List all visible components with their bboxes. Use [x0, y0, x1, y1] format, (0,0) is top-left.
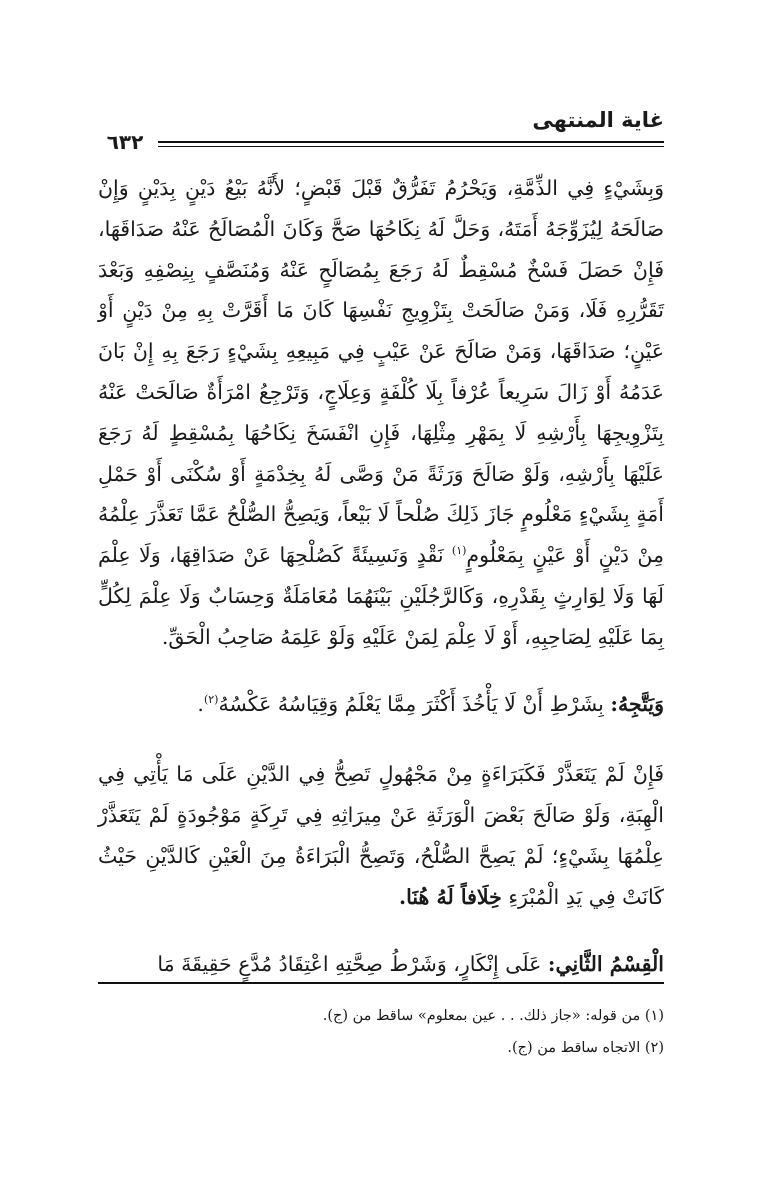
- footnote-2: (٢) الاتجاه ساقط من (ج).: [507, 1040, 664, 1056]
- paragraph-1: [98, 168, 664, 658]
- paragraph-1-rest: نَقْدٍ وَنَسِيئَةً كَصُلْحِهَا عَنْ صَدَاقِهَا، وَلَا عِلْمَ لَهَا وَلَا لِوَارِثٍ بِقَدْرِهِ، وَكَالرَّجُلَيْنِ بَيْنَهُمَا مُعَامَلَةٌ وَحِسَابٌ وَلَا عِلْمَ لِكُلٍّ بِمَا عَلَيْهِ لِصَاحِبِهِ، أَوْ لَا عِلْمَ لِمَنْ عَلَيْهِ وَلَوْ عَلِمَهُ صَاحِبُ الْحَقِّ.: [98, 543, 664, 649]
- section-heading: الْقِسْمُ الثَّانِي:: [547, 951, 664, 976]
- footnote-ref-1: (١): [451, 544, 467, 558]
- paragraph-1-text: وَبِشَيْءٍ فِي الذِّمَّةِ، وَيَحْرُمُ تَفَرُّقٌ قَبْلَ قَبْضٍ؛ لأَنَّهُ بَيْعُ دَيْنٍ بِدَيْنٍ وَإِنْ صَالَحَهُ لِيُزَوِّجَهُ أَمَتَهُ، وَحَلَّ لَهُ نِكَاحُهَا صَحَّ وَكَانَ الْمُصَالَحُ عَنْهُ صَدَاقَهَا، فَإِنْ حَصَلَ فَسْخٌ مُسْقِطٌ لَهُ رَجَعَ بِمُصَالَحٍ عَنْهُ وَمُنَصَّفٍ بِنِصْفِهِ وَبَعْدَ تَقَرُّرِهِ فَلَا، وَمَنْ صَالَحَتْ بِتَزْوِيجِ نَفْسِهَا كَانَ مَا أَقَرَّتْ بِهِ مِنْ دَيْنٍ أَوْ عَيْنٍ؛ صَدَاقَهَا، وَمَنْ صَالَحَ عَنْ عَيْبٍ فِي مَبِيعِهِ بِشَيْءٍ رَجَعَ بِهِ إِنْ بَانَ عَدَمُهُ أَوْ زَالَ سَرِيعاً عُرْفاً بِلَا كُلْفَةٍ وَعِلَاجٍ، وَتَرْجِعُ امْرَأَةٌ صَالَحَتْ عَنْهُ بِتَزْوِيجِهَا بِأَرْشِهِ لَا بِمَهْرِ مِثْلِهَا، فَإِنِ انْفَسَخَ نِكَاحُهَا بِمُسْقِطٍ لَهُ رَجَعَ عَلَيْهَا بِأَرْشِهِ، وَلَوْ صَالَحَ وَرَثَةً مَنْ وَصَّى لَهُ بِخِدْمَةٍ أَوْ سُكْنَى أَوْ حَمْلِ أَمَةٍ بِشَيْءٍ مَعْلُومٍ جَازَ ذَلِكَ صُلْحاً لَا بَيْعاً، وَيَصِحُّ الصُّلْحُ عَمَّا تَعَذَّرَ عِلْمُهُ مِنْ دَيْنٍ أَوْ عَيْنٍ بِمَعْلُومٍ: [98, 176, 664, 568]
- paragraph-3-bold: خِلَافاً لَهُ هُنَا.: [398, 884, 502, 909]
- book-title: غاية المنتهى: [532, 108, 664, 132]
- header-rule: [158, 141, 664, 147]
- paragraph-2-text: بِشَرْطِ أَنْ لَا يَأْخُذَ أَكْثَرَ مِمَّا يَعْلَمُ وَقِيَاسُهُ عَكْسُهُ: [218, 691, 611, 716]
- main-text: [98, 168, 664, 984]
- page-header: [98, 108, 664, 152]
- paragraph-3-text: فَإِنْ لَمْ يَتَعَذَّرْ فَكَبَرَاءَةٍ مِنْ مَجْهُولٍ تَصِحُّ فِي الدَّيْنِ عَلَى مَا يَأْتِي فِي الْهِبَةِ، وَلَوْ صَالَحَ بَعْضَ الْوَرَثَةِ عَنْ مِيرَاثِهِ فِي تَرِكَةٍ مَوْجُودَةٍ لَمْ يَتَعَذَّرْ عِلْمُهَا بِشَيْءٍ؛ لَمْ يَصِحَّ الصُّلْحُ، وَتَصِحُّ الْبَرَاءَةُ مِنَ الْعَيْنِ كَالدَّيْنِ حَيْثُ كَانَتْ فِي يَدِ الْمُبْرَءِ: [98, 762, 664, 909]
- footnote-ref-2: (٢): [203, 692, 219, 706]
- paragraph-2: [98, 684, 664, 725]
- footnote-1: (١) من قوله: «جاز ذلك. . . عين بمعلوم» ساقط من (ج).: [322, 1008, 664, 1024]
- paragraph-2-end: .: [197, 691, 204, 716]
- paragraph-4-text: عَلَى إِنْكَارٍ، وَشَرْطُ صِحَّتِهِ اعْتِقَادُ مُدَّعٍ حَقِيقَةَ مَا: [157, 951, 548, 976]
- footnotes: [98, 1000, 664, 1064]
- paragraph-2-lead: وَيَتَّجِهُ:: [610, 691, 664, 716]
- page-number: ٦٣٢: [98, 130, 152, 154]
- paragraph-3: [98, 754, 664, 917]
- paragraph-4: [98, 944, 664, 985]
- footnote-separator: [98, 982, 664, 984]
